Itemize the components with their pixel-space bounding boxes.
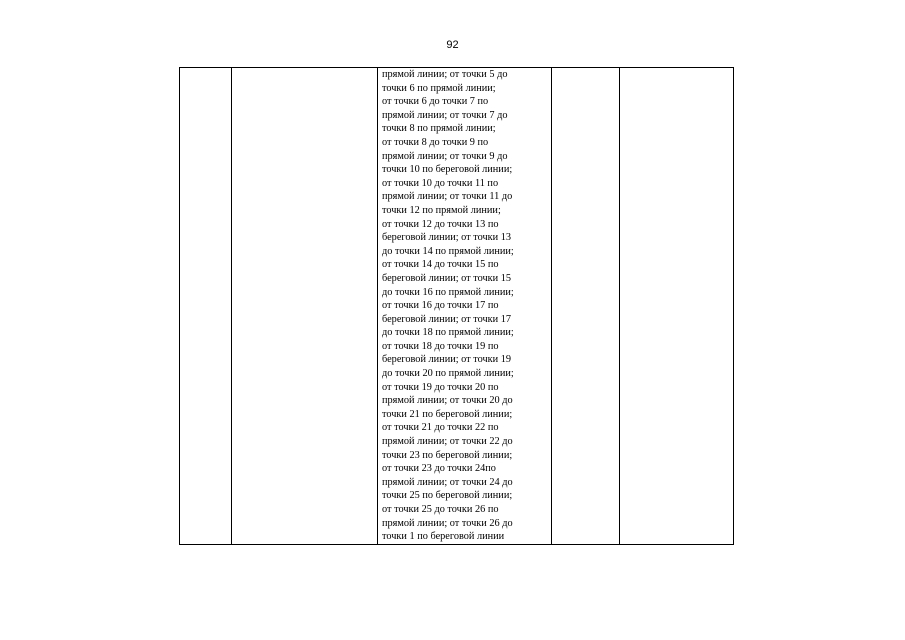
description-line: прямой линии; от точки 22 до [382,436,513,448]
table-row [180,68,734,545]
description-line: точки 25 по береговой линии; [382,490,513,502]
description-line: точки 12 по прямой линии; [382,204,501,216]
table-cell-4 [552,68,620,545]
description-line: от точки 12 до точки 13 по [382,218,499,230]
description-line: прямой линии; от точки 24 до [382,476,513,488]
boundary-table [179,67,734,545]
description-line: прямой линии; от точки 5 до [382,69,508,80]
boundary-description-cell [378,68,552,545]
boundary-description-text [382,68,549,544]
description-line: прямой линии; от точки 9 до [382,150,508,162]
description-line: точки 1 по береговой линии [382,531,505,543]
description-line: до точки 16 по прямой линии; [382,286,514,298]
description-line: от точки 10 до точки 11 по [382,177,499,189]
description-line: береговой линии; от точки 13 [382,232,512,244]
description-line: от точки 21 до точки 22 по [382,422,499,434]
description-line: прямой линии; от точки 11 до [382,191,513,203]
description-line: береговой линии; от точки 19 [382,354,512,366]
description-line: точки 10 по береговой линии; [382,164,513,176]
description-line: от точки 23 до точки 24по [382,463,496,475]
description-line: прямой линии; от точки 26 до [382,517,513,529]
description-line: береговой линии; от точки 17 [382,313,512,325]
description-line: до точки 20 по прямой линии; [382,368,514,380]
table-cell-2 [232,68,378,545]
table-cell-5 [620,68,734,545]
description-line: точки 6 по прямой линии; [382,82,496,94]
description-line: до точки 18 по прямой линии; [382,327,514,339]
description-line: от точки 18 до точки 19 по [382,340,499,352]
description-line: береговой линии; от точки 15 [382,272,512,284]
description-line: прямой линии; от точки 7 до [382,109,508,121]
table-cell-1 [180,68,232,545]
description-line: от точки 8 до точки 9 по [382,136,489,148]
description-line: от точки 14 до точки 15 по [382,259,499,271]
description-line: точки 8 по прямой линии; [382,123,496,135]
description-line: от точки 16 до точки 17 по [382,300,499,312]
description-line: точки 21 по береговой линии; [382,408,513,420]
description-line: точки 23 по береговой линии; [382,449,513,461]
description-line: от точки 25 до точки 26 по [382,504,499,515]
description-line: до точки 14 по прямой линии; [382,245,514,257]
description-line: от точки 6 до точки 7 по [382,96,489,108]
page-number: 92 [446,39,459,51]
description-line: прямой линии; от точки 20 до [382,395,513,407]
description-line: от точки 19 до точки 20 по [382,381,499,393]
